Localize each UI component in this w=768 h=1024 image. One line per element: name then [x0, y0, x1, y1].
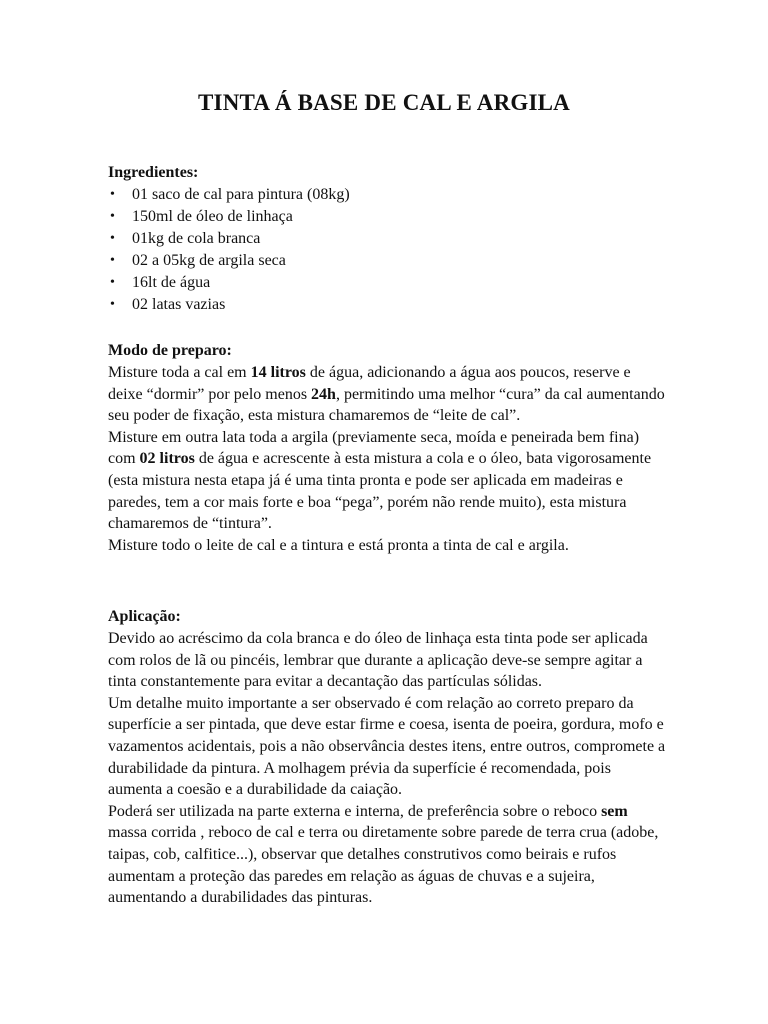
preparation-heading: Modo de preparo:: [108, 342, 232, 359]
preparation-paragraph-1: [108, 362, 668, 427]
ingredients-list: [108, 184, 668, 316]
application-section: [108, 606, 668, 909]
text-run: massa corrida , reboco de cal e terra ou diretamente sobre parede de terra crua (adobe, taipas, cob, calfitice...), observar que detalhes construtivos como beirais e rufos aumentam a proteção das paredes em relação as águas de chuvas e a sujeira, aumentando a durabilidades das pinturas.: [108, 824, 659, 907]
ingredient-text: 02 latas vazias: [132, 296, 226, 313]
application-paragraph-1: Devido ao acréscimo da cola branca e do óleo de linhaça esta tinta pode ser aplicada com rolos de lã ou pincéis, lembrar que durante a aplicação deve-se sempre agitar a tinta constantemente para evitar a decantação das partículas sólidas.: [108, 630, 648, 691]
bullet-icon: •: [110, 209, 115, 224]
text-run: , permitindo uma melhor “cura” da cal aumentando seu poder de fixação, esta mistura chamaremos de “leite de cal”.: [108, 385, 665, 425]
application-heading: Aplicação:: [108, 608, 181, 625]
bullet-icon: •: [110, 253, 115, 268]
ingredient-text: 01 saco de cal para pintura (08kg): [132, 186, 350, 203]
application-paragraph-3: [108, 801, 668, 909]
text-run: Misture em outra lata toda a argila (previamente seca, moída e peneirada bem fina) com: [108, 428, 640, 468]
emphasis-text: 14 litros: [250, 364, 306, 381]
text-run: Poderá ser utilizada na parte externa e interna, de preferência sobre o reboco: [108, 802, 602, 820]
ingredients-heading: Ingredientes:: [108, 164, 199, 181]
bullet-icon: •: [110, 187, 115, 202]
ingredient-text: 16lt de água: [132, 274, 211, 291]
bullet-icon: •: [110, 297, 115, 312]
bullet-icon: •: [110, 231, 115, 246]
emphasis-text: 02 litros: [139, 450, 195, 468]
list-item: [108, 228, 668, 250]
bullet-icon: •: [110, 275, 115, 290]
ingredients-section: [108, 162, 668, 316]
page-title: TINTA Á BASE DE CAL E ARGILA: [198, 90, 570, 115]
text-run: de água e acrescente à esta mistura a cola e o óleo, bata vigorosamente (esta mistura nesta etapa já é uma tinta pronta e pode ser aplicada em madeiras e paredes, tem a cor mais forte e boa “pega”, porém não rende muito), esta mistura chamaremos de “tintura”.: [108, 450, 652, 533]
ingredient-text: 02 a 05kg de argila seca: [132, 252, 286, 269]
preparation-paragraph-3: Misture todo o leite de cal e a tintura e está pronta a tinta de cal e argila.: [108, 536, 569, 554]
list-item: [108, 206, 668, 228]
emphasis-text: sem: [601, 802, 628, 820]
text-run: de água, adicionando a água aos poucos, reserve e deixe “dormir” por pelo menos: [108, 364, 631, 403]
emphasis-text: 24h: [311, 385, 336, 403]
preparation-section: [108, 340, 668, 556]
application-paragraph-2: Um detalhe muito importante a ser observado é com relação ao correto preparo da superfície a ser pintada, que deve estar firme e coesa, isenta de poeira, gordura, mofo e vazamentos acidentais, pois a não observância destes itens, entre outros, compromete a durabilidade da pintura. A molhagem prévia da superfície é recomendada, pois aumenta a coesão e a durabilidade da caiação.: [108, 694, 666, 799]
list-item: [108, 294, 668, 316]
text-run: Misture toda a cal em: [108, 364, 251, 381]
preparation-paragraph-2: [108, 427, 668, 535]
list-item: [108, 250, 668, 272]
ingredient-text: 150ml de óleo de linhaça: [132, 208, 293, 225]
list-item: [108, 272, 668, 294]
ingredient-text: 01kg de cola branca: [132, 230, 261, 247]
list-item: [108, 184, 668, 206]
